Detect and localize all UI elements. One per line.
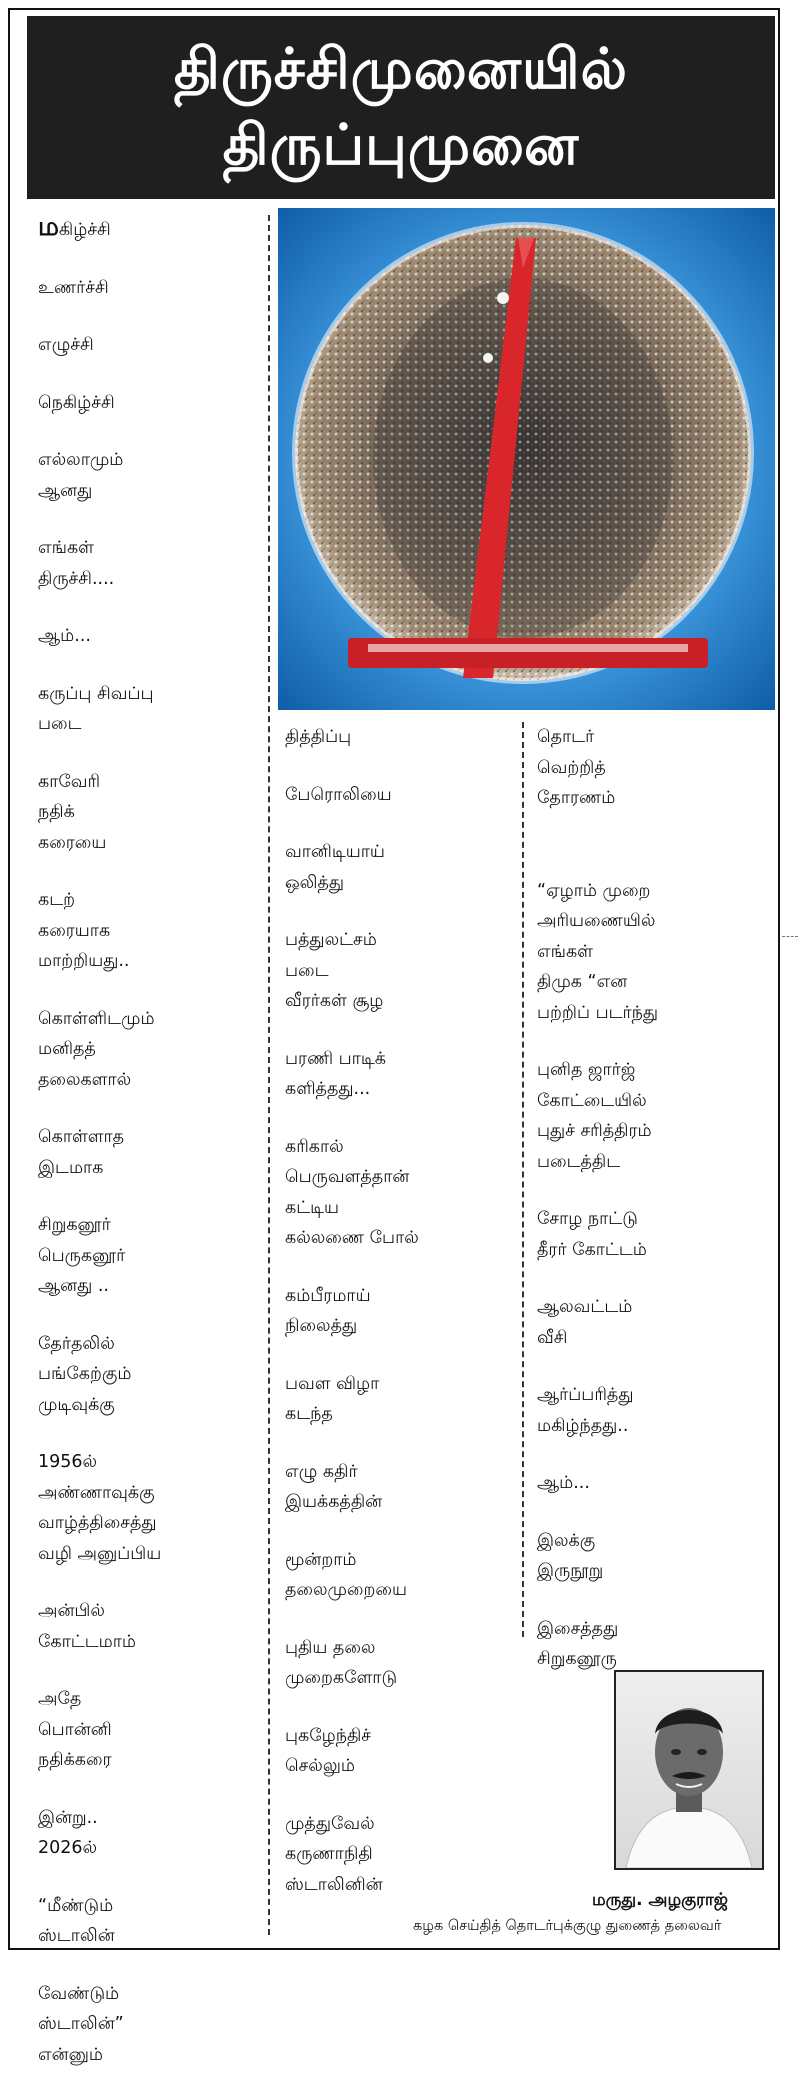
poem-stanza bbox=[285, 722, 500, 753]
poem-line: இடமாக bbox=[38, 1157, 104, 1178]
poem-line: புனித ஜார்ஜ் bbox=[537, 1060, 636, 1080]
poem-stanza bbox=[537, 1380, 767, 1441]
poem-line: வீரர்கள் சூழ bbox=[285, 991, 384, 1011]
poem-line: இலக்கு bbox=[537, 1530, 596, 1551]
poem-stanza bbox=[285, 1044, 500, 1105]
poem-stanza bbox=[38, 1447, 253, 1569]
poem-line: தோரணம் bbox=[537, 788, 616, 808]
poem-stanza bbox=[38, 885, 253, 977]
poem-line: கடற் bbox=[38, 890, 76, 910]
poem-line: மாற்றியது.. bbox=[38, 951, 130, 971]
poem-stanza bbox=[537, 1292, 767, 1353]
poem-stanza bbox=[38, 388, 253, 419]
poem-line: படை bbox=[38, 714, 82, 734]
poem-column-3 bbox=[537, 722, 767, 1702]
poem-stanza bbox=[38, 1210, 253, 1302]
poem-line: ஸ்டாலினின் bbox=[285, 1874, 383, 1895]
poem-line: கொள்ளிடமும் bbox=[38, 1008, 155, 1029]
poem-line: முறைகளோடு bbox=[285, 1668, 398, 1688]
poem-line: ஸ்டாலின் bbox=[38, 1926, 115, 1946]
poem-line: அதே bbox=[38, 1689, 82, 1709]
poem-line: இருநூறு bbox=[537, 1561, 604, 1581]
poem-line: எங்கள் bbox=[38, 538, 94, 558]
poem-line: தித்திப்பு bbox=[285, 727, 352, 747]
poem-stanza bbox=[285, 780, 500, 811]
poem-stanza bbox=[285, 1132, 500, 1254]
poem-line: வாழ்த்திசைத்து bbox=[38, 1513, 157, 1533]
poem-line: கட்டிய bbox=[285, 1197, 340, 1218]
poem-line: பொன்னி bbox=[38, 1719, 112, 1740]
poem-line: ஆர்ப்பரித்து bbox=[537, 1385, 634, 1405]
headline-line-1: திருச்சிமுனையில் bbox=[173, 36, 629, 102]
poem-line: “மீண்டும் bbox=[38, 1895, 114, 1916]
poem-stanza bbox=[285, 925, 500, 1017]
poem-line: ஆனது .. bbox=[38, 1276, 109, 1296]
poem-stanza bbox=[285, 1457, 500, 1518]
poem-line: ஸ்டாலின்” bbox=[38, 2014, 124, 2034]
poem-line: படைத்திட bbox=[537, 1151, 621, 1172]
poem-line: முத்துவேல் bbox=[285, 1813, 375, 1834]
poem-line: பேரொலியை bbox=[285, 784, 392, 805]
poem-stanza bbox=[38, 1891, 253, 1952]
poem-line: காவேரி bbox=[38, 771, 101, 792]
poem-stanza bbox=[38, 1329, 253, 1421]
poem-line: சிறுகனூரு bbox=[537, 1649, 617, 1669]
poem-line: நெகிழ்ச்சி bbox=[38, 392, 115, 413]
poem-line: வேண்டும் bbox=[38, 1983, 120, 2004]
poem-stanza bbox=[537, 1614, 767, 1675]
poem-stanza bbox=[537, 1526, 767, 1587]
author-designation: கழக செய்தித் தொடர்புக்குழு துணைத் தலைவர் bbox=[413, 1918, 722, 1934]
poem-line: சோழ நாட்டு bbox=[537, 1209, 638, 1229]
poem-line: கோட்டையில் bbox=[537, 1090, 647, 1111]
poem-line: எல்லாமும் bbox=[38, 450, 124, 470]
poem-line: பெருகனூர் bbox=[38, 1245, 126, 1266]
poem-line: பற்றிப் படர்ந்து bbox=[537, 1002, 659, 1023]
poem-line: சிறுகனூர் bbox=[38, 1215, 111, 1235]
poem-stanza bbox=[537, 1055, 767, 1177]
poem-stanza-first bbox=[38, 212, 253, 246]
poem-line: கம்பீரமாய் bbox=[285, 1285, 371, 1306]
poem-stanza bbox=[38, 1979, 253, 2071]
poem-stanza bbox=[285, 1369, 500, 1430]
portrait-illustration bbox=[616, 1672, 762, 1868]
poem-line: வழி அனுப்பிய bbox=[38, 1543, 162, 1564]
poem-line: நதிக் bbox=[38, 802, 75, 822]
poem-stanza bbox=[38, 767, 253, 859]
poem-line: எழுச்சி bbox=[38, 335, 94, 355]
poem-line: அண்ணாவுக்கு bbox=[38, 1482, 155, 1503]
poem-line: இயக்கத்தின் bbox=[285, 1492, 383, 1512]
poem-line: செல்லும் bbox=[285, 1756, 355, 1776]
poem-stanza bbox=[38, 533, 253, 594]
poem-line: நதிக்கரை bbox=[38, 1750, 112, 1770]
poem-stanza bbox=[38, 330, 253, 361]
poem-line: முடிவுக்கு bbox=[38, 1394, 115, 1415]
poem-line: கடந்த bbox=[285, 1404, 333, 1424]
poem-stanza bbox=[285, 1281, 500, 1342]
hero-photo bbox=[278, 208, 775, 710]
poem-line: பங்கேற்கும் bbox=[38, 1364, 132, 1384]
poem-line: பரணி பாடிக் bbox=[285, 1048, 386, 1069]
poem-line: கொள்ளாத bbox=[38, 1127, 125, 1147]
poem-stanza bbox=[537, 1468, 767, 1499]
author-portrait bbox=[614, 1670, 764, 1870]
poem-line: இன்று.. bbox=[38, 1807, 98, 1828]
poem-line: ஒலித்து bbox=[285, 872, 345, 893]
poem-stanza bbox=[38, 621, 253, 652]
poem-stanza bbox=[537, 1204, 767, 1265]
poem-line: 1956ல் bbox=[38, 1452, 98, 1472]
poem-line: படை bbox=[285, 960, 329, 981]
poem-line: தீரர் கோட்டம் bbox=[537, 1239, 647, 1260]
aerial-crowd-illustration bbox=[278, 208, 775, 710]
poem-stanza bbox=[38, 273, 253, 304]
poem-line: கருணாநிதி bbox=[285, 1844, 373, 1864]
poem-line: தலைகளால் bbox=[38, 1069, 132, 1090]
poem-line: புகழேந்திச் bbox=[285, 1725, 371, 1746]
headline-line-2: திருப்புமுனை bbox=[222, 112, 580, 178]
poem-stanza bbox=[38, 1596, 253, 1657]
poem-line: எங்கள் bbox=[537, 941, 593, 962]
poem-stanza bbox=[38, 445, 253, 506]
poem-line: ஆம்... bbox=[537, 1473, 590, 1493]
poem-stanza bbox=[38, 1803, 253, 1864]
poem-line: வீசி bbox=[537, 1327, 568, 1348]
poem-line: தேர்தலில் bbox=[38, 1333, 115, 1354]
poem-line: இசைத்தது bbox=[537, 1618, 619, 1639]
poem-line: ஆம்... bbox=[38, 626, 91, 646]
poem-line: நிலைத்து bbox=[285, 1316, 358, 1336]
poem-stanza bbox=[285, 1721, 500, 1782]
poem-column-2 bbox=[285, 722, 500, 1927]
poem-line: “ஏழாம் முறை bbox=[537, 880, 651, 901]
poem-stanza bbox=[285, 837, 500, 898]
poem-line: உணர்ச்சி bbox=[38, 277, 109, 298]
poem-column-1 bbox=[38, 212, 253, 2097]
poem-line: ஆனது bbox=[38, 480, 93, 501]
poem-line: என்னும் bbox=[38, 2044, 104, 2065]
poem-line: புதுச் சரித்திரம் bbox=[537, 1121, 652, 1141]
poem-stanza bbox=[537, 722, 767, 814]
poem-stanza bbox=[38, 1684, 253, 1776]
poem-line: வானிடியாய் bbox=[285, 842, 385, 862]
poem-line: மகிழ்ந்தது.. bbox=[537, 1415, 629, 1436]
poem-stanza bbox=[38, 679, 253, 740]
poem-line: புதிய தலை bbox=[285, 1637, 376, 1658]
poem-stanza bbox=[537, 876, 767, 1029]
poem-line: கோட்டமாம் bbox=[38, 1631, 136, 1652]
poem-line: வெற்றித் bbox=[537, 757, 606, 778]
poem-line: களித்தது... bbox=[285, 1079, 371, 1099]
drop-cap-rest: கிழ்ச்சி bbox=[58, 220, 111, 240]
poem-stanza bbox=[285, 1633, 500, 1694]
poem-line: தலைமுறையை bbox=[285, 1580, 407, 1600]
poem-line: 2026ல் bbox=[38, 1838, 98, 1858]
poem-line: அரியணையில் bbox=[537, 911, 656, 931]
column-divider-1 bbox=[268, 215, 270, 1935]
poem-stanza bbox=[285, 1545, 500, 1606]
poem-stanza bbox=[38, 1004, 253, 1096]
headline-banner bbox=[27, 16, 775, 199]
poem-line: கல்லணை போல் bbox=[285, 1228, 419, 1248]
poem-stanza bbox=[38, 1122, 253, 1183]
poem-stanza bbox=[285, 1809, 500, 1901]
poem-line: கரையை bbox=[38, 832, 107, 853]
poem-line: கரிகால் bbox=[285, 1136, 344, 1157]
fold-mark bbox=[782, 936, 798, 937]
author-name: மருது. அழகுராஜ் bbox=[592, 1890, 728, 1910]
drop-cap: ம bbox=[38, 212, 59, 242]
poem-line: மூன்றாம் bbox=[285, 1549, 357, 1570]
poem-line: கருப்பு சிவப்பு bbox=[38, 683, 154, 704]
column-divider-2 bbox=[522, 722, 524, 1637]
poem-line: பெருவளத்தான் bbox=[285, 1167, 410, 1187]
poem-line: திமுக “என bbox=[537, 972, 628, 992]
poem-line: கரையாக bbox=[38, 920, 111, 941]
poem-line: பத்துலட்சம் bbox=[285, 930, 377, 950]
poem-line: ஆலவட்டம் bbox=[537, 1297, 633, 1317]
poem-line: அன்பில் bbox=[38, 1601, 105, 1621]
poem-line: தொடர் bbox=[537, 727, 595, 747]
poem-line: மனிதத் bbox=[38, 1039, 96, 1059]
poem-line: திருச்சி.... bbox=[38, 568, 115, 589]
poem-line: எழு கதிர் bbox=[285, 1461, 358, 1482]
poem-line: பவள விழா bbox=[285, 1373, 380, 1394]
